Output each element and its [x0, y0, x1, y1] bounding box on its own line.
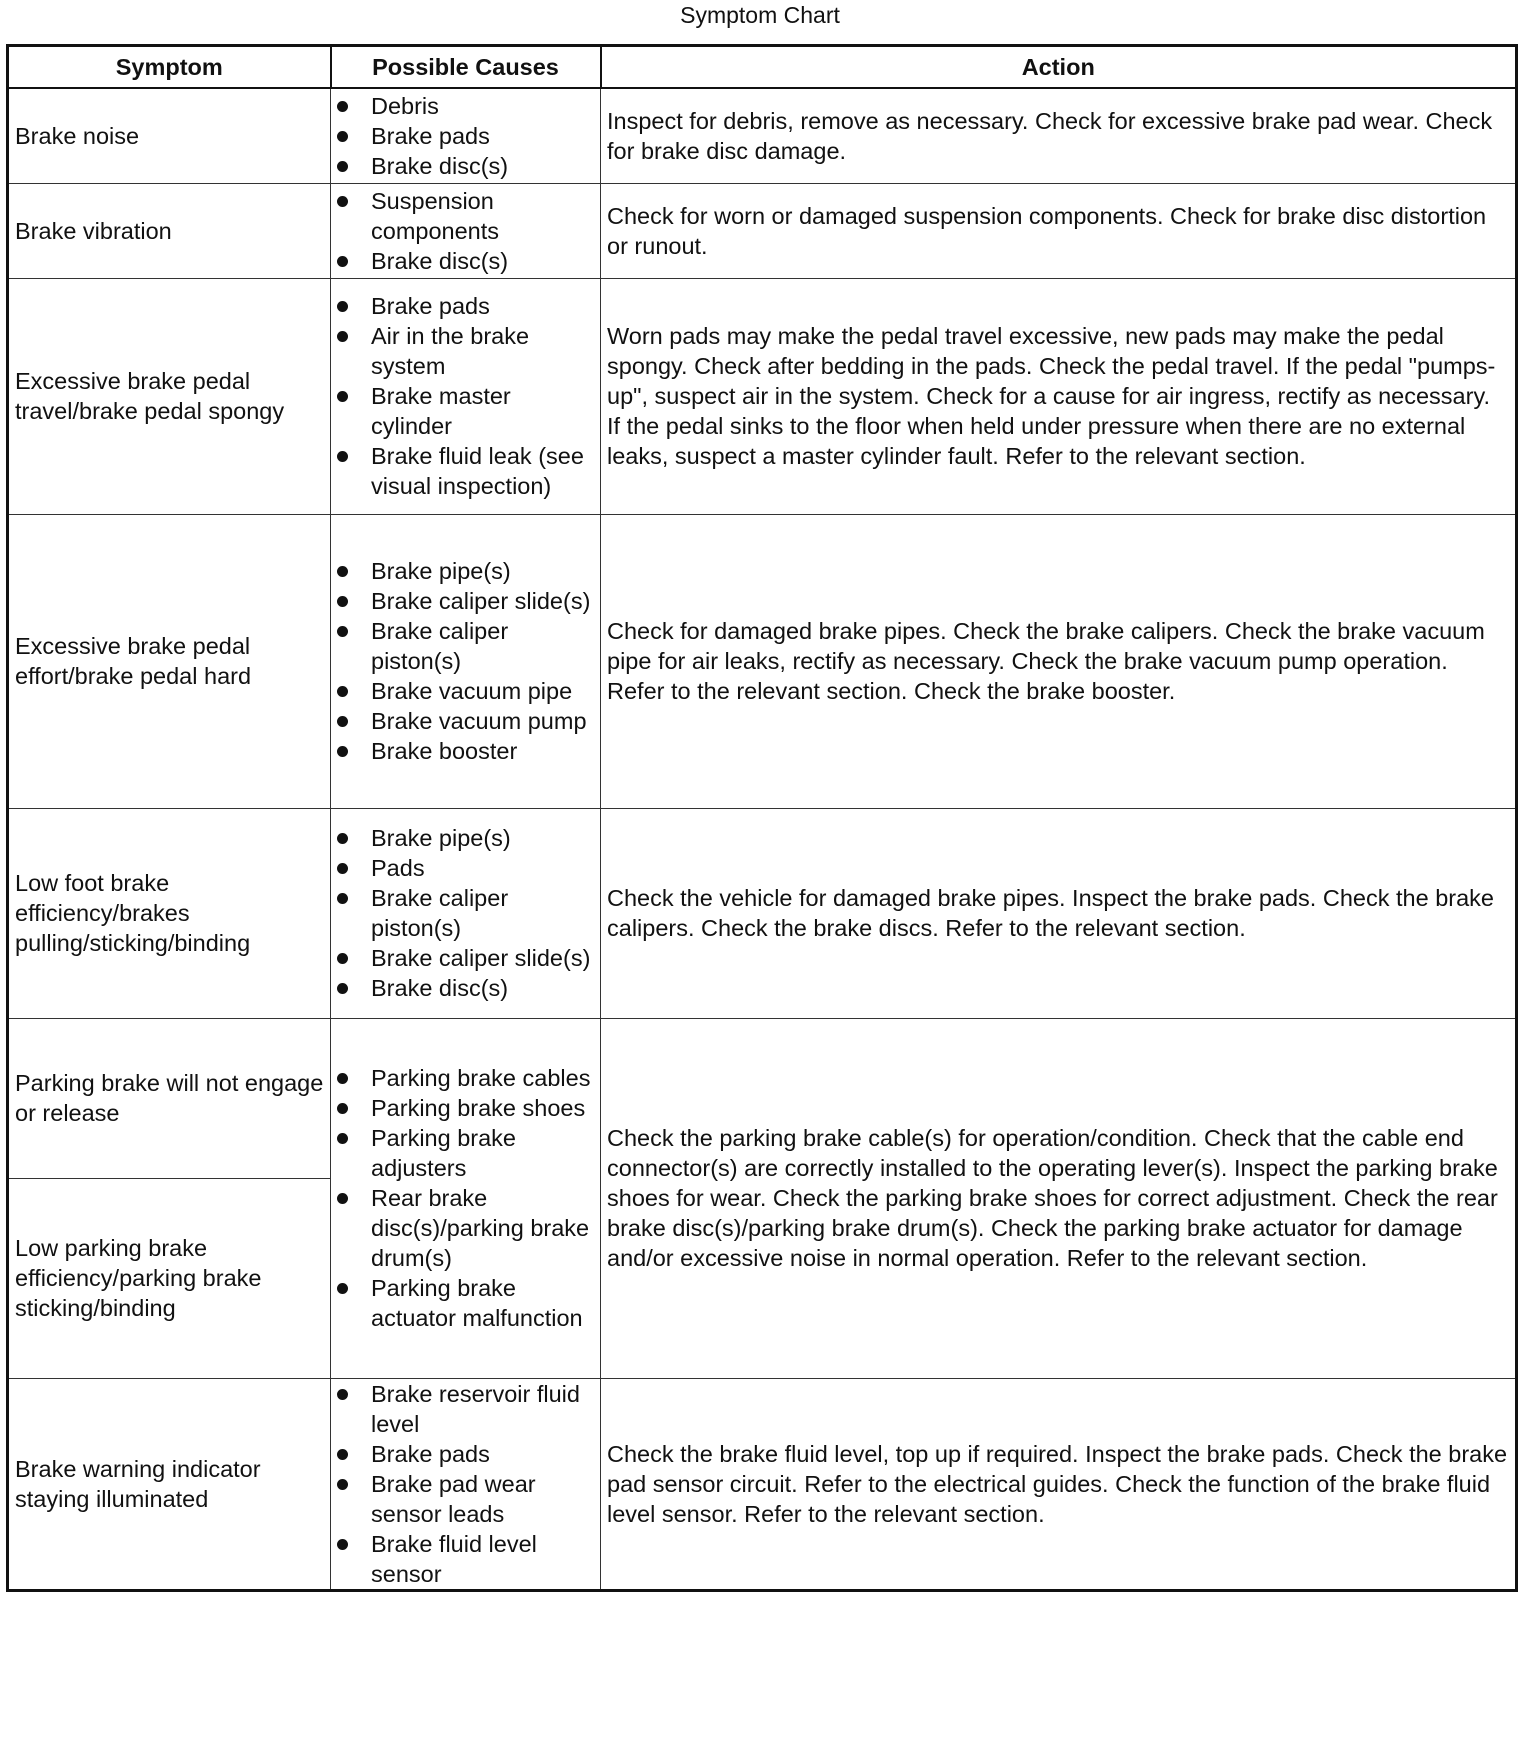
causes-cell [331, 183, 601, 278]
cause-item: Parking brake adjusters [337, 1123, 594, 1183]
cause-item: Brake caliper piston(s) [337, 883, 594, 943]
symptom-cell: Brake noise [8, 88, 331, 183]
cause-item: Parking brake shoes [337, 1093, 594, 1123]
cause-item: Brake pipe(s) [337, 556, 594, 586]
header-symptom: Symptom [8, 46, 331, 89]
cause-item: Brake reservoir fluid level [337, 1379, 594, 1439]
cause-item: Brake pads [337, 291, 594, 321]
symptom-table [6, 44, 1518, 1592]
table-row [8, 278, 1517, 514]
header-possible-causes: Possible Causes [331, 46, 601, 89]
action-cell: Check for worn or damaged suspension components. Check for brake disc distortion or runout. [601, 183, 1517, 278]
cause-item: Brake pads [337, 1439, 594, 1469]
cause-list [337, 823, 594, 1003]
symptom-cell: Low parking brake efficiency/parking brake sticking/binding [8, 1178, 331, 1378]
symptom-cell: Low foot brake efficiency/brakes pulling/sticking/binding [8, 808, 331, 1018]
table-row [8, 808, 1517, 1018]
cause-item: Brake caliper piston(s) [337, 616, 594, 676]
action-cell: Check the vehicle for damaged brake pipes. Inspect the brake pads. Check the brake calipers. Check the brake discs. Refer to the relevant section. [601, 808, 1517, 1018]
symptom-cell: Excessive brake pedal effort/brake pedal hard [8, 514, 331, 808]
chart-title: Symptom Chart [680, 2, 840, 28]
table-row [8, 88, 1517, 183]
cause-item: Parking brake actuator malfunction [337, 1273, 594, 1333]
cause-list [337, 186, 594, 276]
table-row [8, 1378, 1517, 1590]
table-row [8, 514, 1517, 808]
cause-item: Air in the brake system [337, 321, 594, 381]
causes-cell [331, 1378, 601, 1590]
cause-item: Brake fluid leak (see visual inspection) [337, 441, 594, 501]
table-header-row [8, 46, 1517, 89]
header-action: Action [601, 46, 1517, 89]
cause-item: Brake disc(s) [337, 973, 594, 1003]
table-row [8, 1018, 1517, 1178]
action-cell: Check the parking brake cable(s) for operation/condition. Check that the cable end connector(s) are correctly installed to the operating lever(s). Inspect the parking brake shoes for wear. Check the parking brake shoes for correct adjustment. Check the rear brake disc(s)/parking brake drum(s). Check the parking brake actuator for damage and/or excessive noise in normal operation. Refer to the relevant section. [601, 1018, 1517, 1378]
causes-cell [331, 88, 601, 183]
action-cell: Inspect for debris, remove as necessary. Check for excessive brake pad wear. Check for brake disc damage. [601, 88, 1517, 183]
symptom-cell: Parking brake will not engage or release [8, 1018, 331, 1178]
action-cell: Worn pads may make the pedal travel excessive, new pads may make the pedal spongy. Check after bedding in the pads. Check the pedal travel. If the pedal "pumps-up", suspect air in the system. Check for a cause for air ingress, rectify as necessary. If the pedal sinks to the floor when held under pressure when there are no external leaks, suspect a master cylinder fault. Refer to the relevant section. [601, 278, 1517, 514]
cause-item: Brake caliper slide(s) [337, 943, 594, 973]
cause-item: Debris [337, 91, 594, 121]
table-row [8, 183, 1517, 278]
cause-item: Brake vacuum pump [337, 706, 594, 736]
cause-list [337, 1063, 594, 1333]
cause-item: Rear brake disc(s)/parking brake drum(s) [337, 1183, 594, 1273]
cause-item: Brake pads [337, 121, 594, 151]
cause-list [337, 1379, 594, 1589]
symptom-cell: Brake warning indicator staying illuminated [8, 1378, 331, 1590]
symptom-cell: Brake vibration [8, 183, 331, 278]
causes-cell [331, 278, 601, 514]
cause-item: Brake disc(s) [337, 151, 594, 181]
cause-item: Pads [337, 853, 594, 883]
cause-list [337, 556, 594, 766]
cause-item: Brake vacuum pipe [337, 676, 594, 706]
action-cell: Check for damaged brake pipes. Check the brake calipers. Check the brake vacuum pipe for air leaks, rectify as necessary. Check the brake vacuum pump operation. Refer to the relevant section. Check the brake booster. [601, 514, 1517, 808]
cause-list [337, 91, 594, 181]
causes-cell [331, 514, 601, 808]
cause-item: Brake pipe(s) [337, 823, 594, 853]
cause-item: Suspension components [337, 186, 594, 246]
causes-cell [331, 1018, 601, 1378]
symptom-cell: Excessive brake pedal travel/brake pedal spongy [8, 278, 331, 514]
cause-item: Parking brake cables [337, 1063, 594, 1093]
cause-item: Brake caliper slide(s) [337, 586, 594, 616]
action-cell: Check the brake fluid level, top up if required. Inspect the brake pads. Check the brake pad sensor circuit. Refer to the electrical guides. Check the function of the brake fluid level sensor. Refer to the relevant section. [601, 1378, 1517, 1590]
cause-item: Brake booster [337, 736, 594, 766]
cause-item: Brake disc(s) [337, 246, 594, 276]
cause-item: Brake fluid level sensor [337, 1529, 594, 1589]
causes-cell [331, 808, 601, 1018]
cause-item: Brake master cylinder [337, 381, 594, 441]
cause-list [337, 291, 594, 501]
cause-item: Brake pad wear sensor leads [337, 1469, 594, 1529]
